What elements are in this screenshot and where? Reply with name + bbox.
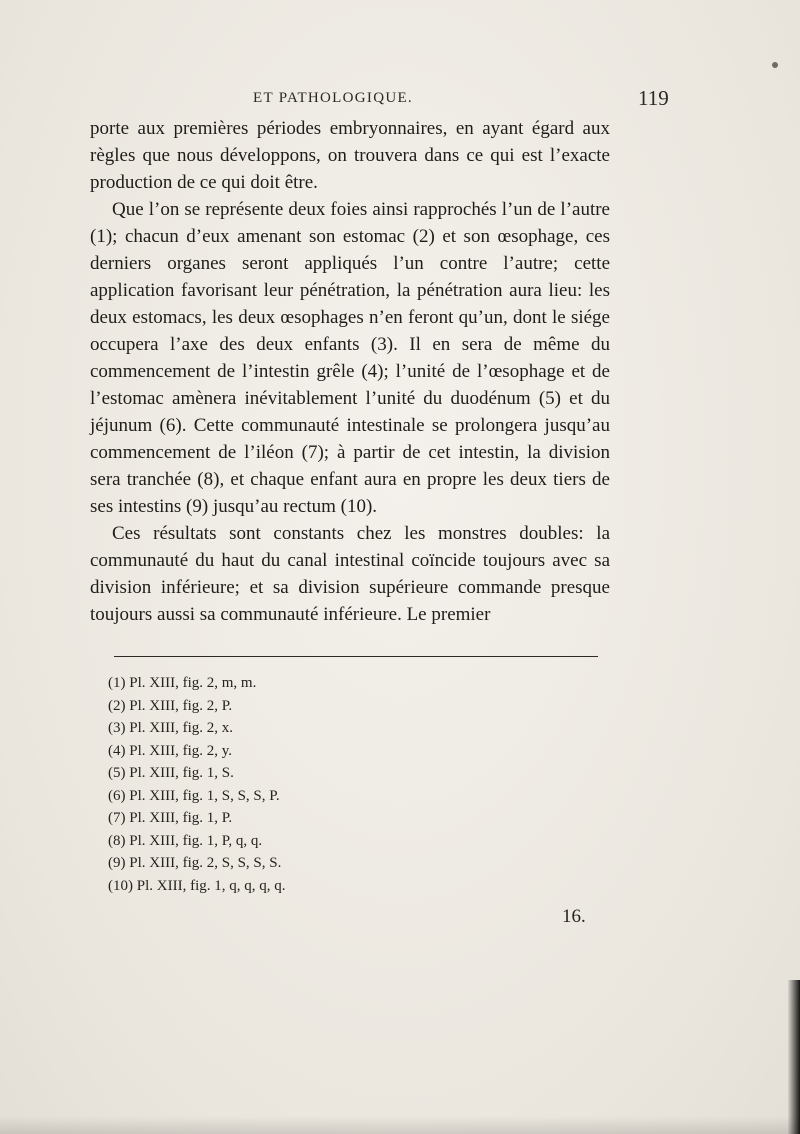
- ink-speck: [772, 62, 778, 68]
- signature-mark: 16.: [562, 906, 586, 927]
- page-edge-shadow: [788, 980, 800, 1134]
- footnote-divider: [114, 656, 598, 657]
- footnotes-list: [108, 672, 528, 897]
- paragraph-continuation: porte aux premières périodes embryonnaires, en ayant égard aux règles que nous développons, on trouvera dans ce qui est l’exacte production de ce qui doit être.: [90, 118, 610, 193]
- footnote-1: (1) Pl. XIII, fig. 2, m, m.: [108, 675, 257, 691]
- footnote-2: (2) Pl. XIII, fig. 2, P.: [108, 697, 233, 714]
- footnote-9: (9) Pl. XIII, fig. 2, S, S, S, S.: [108, 855, 282, 871]
- footnote-8: (8) Pl. XIII, fig. 1, P, q, q.: [108, 832, 263, 849]
- footnote-5: (5) Pl. XIII, fig. 1, S.: [108, 765, 234, 781]
- running-head: ET PATHOLOGIQUE.: [253, 90, 413, 106]
- page-bottom-shadow: [0, 1116, 800, 1134]
- page-number: 119: [638, 86, 669, 110]
- paragraph-results: Ces résultats sont constants chez les monstres doubles: la communauté du haut du canal intestinal coïncide toujours avec sa division inférieure; et sa division supérieure commande presque toujours aussi sa communauté inférieure. Le premier: [90, 523, 610, 625]
- footnote-10: (10) Pl. XIII, fig. 1, q, q, q, q.: [108, 877, 286, 894]
- paragraph-livers: Que l’on se représente deux foies ainsi rapprochés l’un de l’autre (1); chacun d’eux amenant son estomac (2) et son œsophage, ces derniers organes seront appliqués l’un contre l’autre; cette application favorisant leur pénétration, la pénétration aura lieu: les deux estomacs, les deux œsophages n’en feront qu’un, dont le siége occupera l’axe des deux enfants (3). Il en sera de même du commencement de l’intestin grêle (4); l’unité de l’œsophage et de l’estomac amènera inévitablement l’unité du duodénum (5) et du jéjunum (6). Cette communauté intestinale se prolongera jusqu’au commencement de l’iléon (7); à partir de cet intestin, la division sera tranchée (8), et chaque enfant aura en propre les deux tiers de ses intestins (9) jusqu’au rectum (10).: [90, 199, 610, 517]
- footnote-6: (6) Pl. XIII, fig. 1, S, S, S, P.: [108, 787, 280, 804]
- page-header: [0, 84, 800, 118]
- footnote-3: (3) Pl. XIII, fig. 2, x.: [108, 720, 233, 736]
- body-text: [90, 115, 610, 628]
- footnote-7: (7) Pl. XIII, fig. 1, P.: [108, 810, 233, 826]
- footnote-4: (4) Pl. XIII, fig. 2, y.: [108, 742, 233, 759]
